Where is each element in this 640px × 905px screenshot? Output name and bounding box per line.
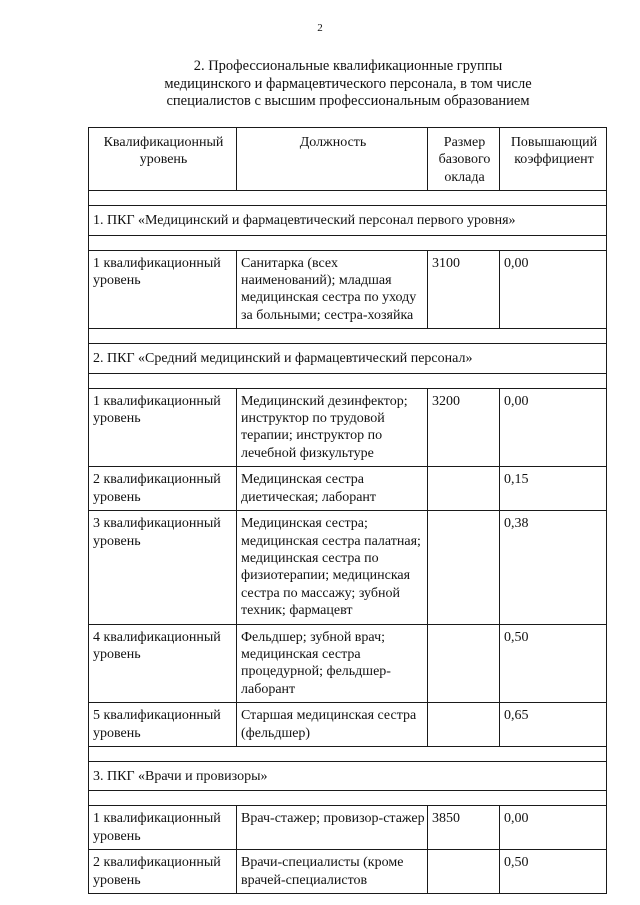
cell-coefficient: 0,65 (500, 703, 607, 747)
cell-level: 1 квалификационный уровень (89, 388, 237, 467)
cell-level: 4 квалификационный уровень (89, 624, 237, 703)
table-row (89, 388, 607, 467)
header-coefficient: Повышающий коэффициент (500, 128, 607, 191)
page-number: 2 (317, 22, 323, 34)
cell-coefficient: 0,00 (500, 806, 607, 850)
cell-salary (428, 467, 500, 511)
cell-level: 1 квалификационный уровень (89, 250, 237, 329)
group-row (89, 344, 607, 373)
section-title-line: специалистов с высшим профессиональным образованием (166, 93, 530, 110)
cell-coefficient: 0,38 (500, 511, 607, 624)
cell-salary (428, 703, 500, 747)
cell-level: 5 квалификационный уровень (89, 703, 237, 747)
group-title: 2. ПКГ «Средний медицинский и фармацевтический персонал» (89, 344, 607, 373)
cell-position: Санитарка (всех наименований); младшая медицинская сестра по уходу за больными; сестра-хозяйка (237, 250, 428, 329)
cell-position: Медицинский дезинфектор; инструктор по трудовой терапии; инструктор по лечебной физкультуре (237, 388, 428, 467)
group-title: 1. ПКГ «Медицинский и фармацевтический персонал первого уровня» (89, 206, 607, 235)
table-row (89, 624, 607, 703)
header-level: Квалификационный уровень (89, 128, 237, 191)
table-row (89, 250, 607, 329)
cell-coefficient: 0,00 (500, 250, 607, 329)
cell-coefficient: 0,00 (500, 388, 607, 467)
cell-salary (428, 850, 500, 894)
cell-level: 3 квалификационный уровень (89, 511, 237, 624)
cell-position: Медицинская сестра; медицинская сестра палатная; медицинская сестра по физиотерапии; медицинская сестра по массажу; зубной техник; фармацевт (237, 511, 428, 624)
cell-coefficient: 0,50 (500, 624, 607, 703)
cell-position: Врачи-специалисты (кроме врачей-специалистов (237, 850, 428, 894)
cell-level: 2 квалификационный уровень (89, 467, 237, 511)
group-title: 3. ПКГ «Врачи и провизоры» (89, 761, 607, 790)
cell-coefficient: 0,15 (500, 467, 607, 511)
cell-position: Старшая медицинская сестра (фельдшер) (237, 703, 428, 747)
cell-salary: 3100 (428, 250, 500, 329)
table-row (89, 850, 607, 894)
cell-coefficient: 0,50 (500, 850, 607, 894)
cell-salary (428, 511, 500, 624)
group-row (89, 206, 607, 235)
header-position: Должность (237, 128, 428, 191)
section-title-line: 2. Профессиональные квалификационные группы (193, 58, 503, 74)
table-row (89, 511, 607, 624)
cell-position: Фельдшер; зубной врач; медицинская сестра процедурной; фельдшер-лаборант (237, 624, 428, 703)
table-header-row (89, 128, 607, 191)
table-row (89, 703, 607, 747)
table-row (89, 806, 607, 850)
cell-level: 1 квалификационный уровень (89, 806, 237, 850)
qualification-table (88, 127, 607, 894)
cell-position: Врач-стажер; провизор-стажер (237, 806, 428, 850)
section-title (60, 58, 636, 111)
cell-salary: 3850 (428, 806, 500, 850)
table-row (89, 467, 607, 511)
header-salary: Размер базового оклада (428, 128, 500, 191)
cell-level: 2 квалификационный уровень (89, 850, 237, 894)
cell-salary (428, 624, 500, 703)
group-row (89, 761, 607, 790)
cell-position: Медицинская сестра диетическая; лаборант (237, 467, 428, 511)
cell-salary: 3200 (428, 388, 500, 467)
section-title-line: медицинского и фармацевтического персонала, в том числе (164, 75, 532, 92)
